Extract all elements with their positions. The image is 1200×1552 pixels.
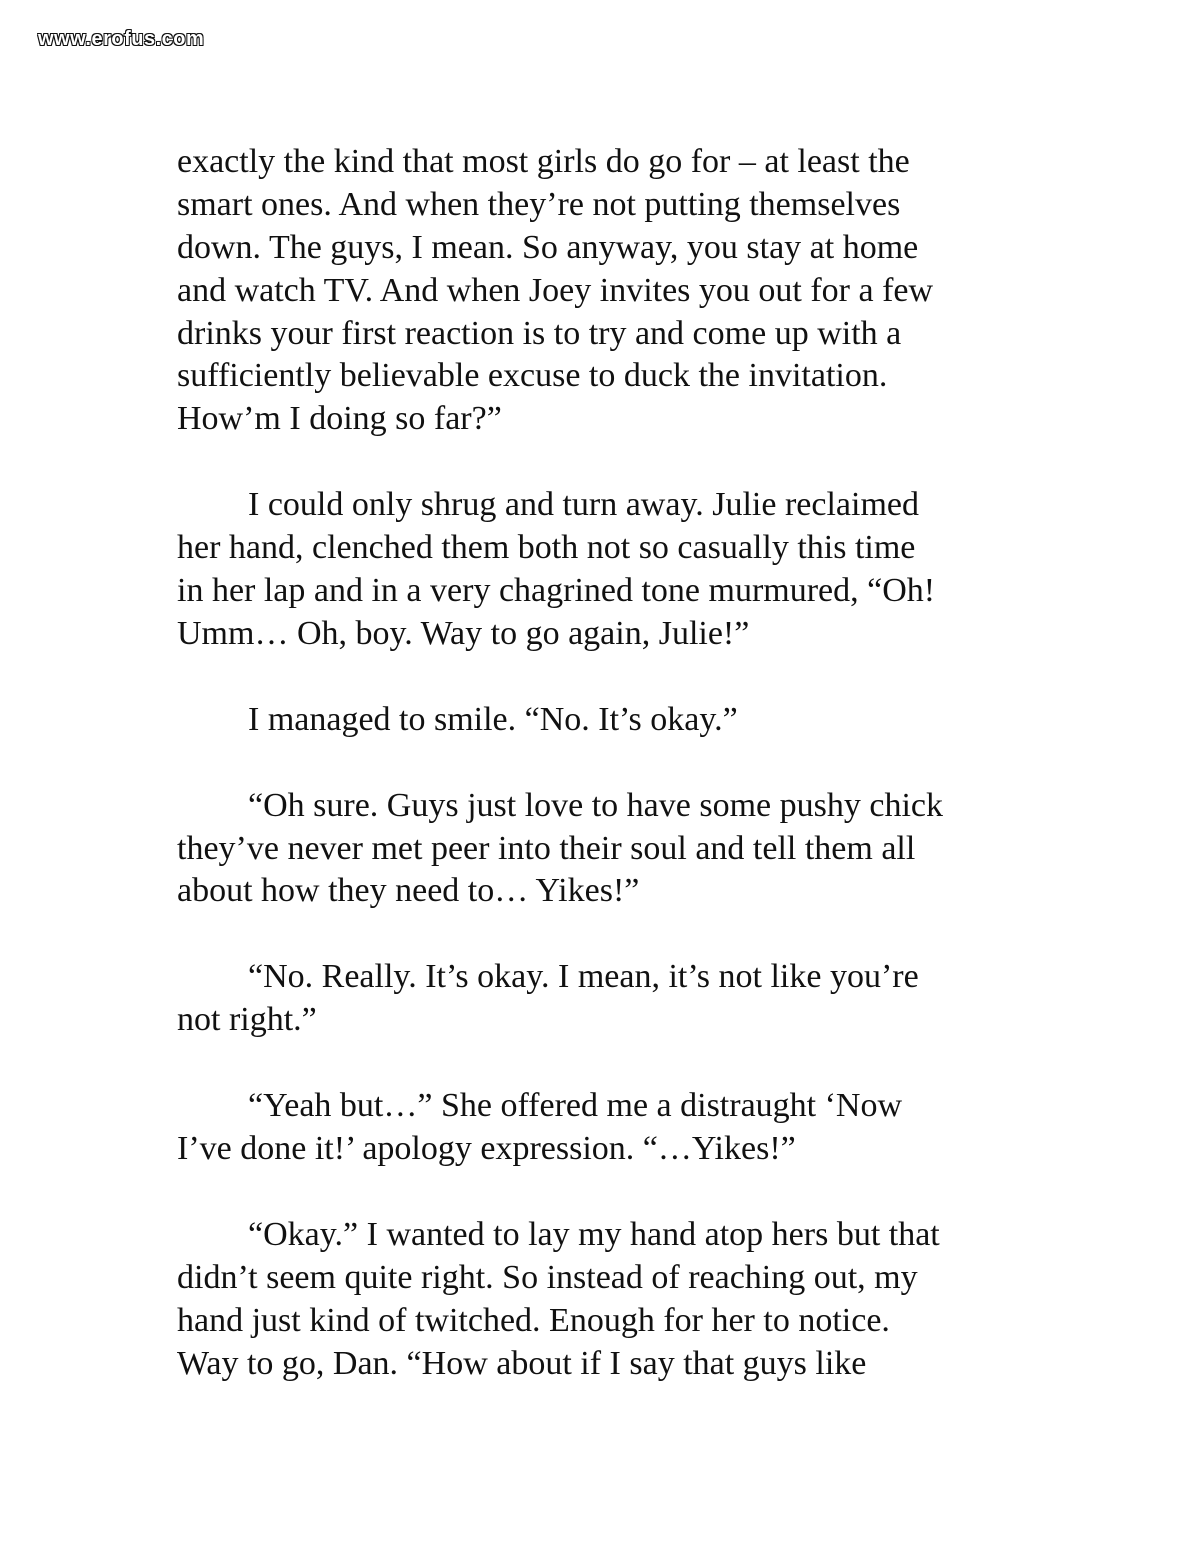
text-line: sufficiently believable excuse to duck the invitation. <box>177 357 888 395</box>
paragraph-2 <box>177 484 1057 656</box>
text-line: “Yeah but…” She offered me a distraught ‘Now <box>248 1087 903 1125</box>
paragraph-gap <box>177 441 1057 484</box>
text-line: “No. Really. It’s okay. I mean, it’s not like you’re <box>248 958 919 996</box>
watermark-text: www.erofus.com <box>38 28 205 50</box>
paragraph-gap <box>177 1042 1057 1085</box>
text-line: smart ones. And when they’re not putting themselves <box>177 185 901 223</box>
text-line: exactly the kind that most girls do go for – at least the <box>177 143 910 180</box>
text-line: in her lap and in a very chagrined tone murmured, “Oh! <box>177 572 936 610</box>
text-line: not right.” <box>177 1001 317 1039</box>
text-line: about how they need to… Yikes!” <box>177 872 640 910</box>
document-page <box>177 141 1057 1385</box>
text-line: Way to go, Dan. “How about if I say that guys like <box>177 1344 867 1382</box>
text-line: I’ve done it!’ apology expression. “…Yikes!” <box>177 1130 796 1168</box>
paragraph-1 <box>177 141 1057 441</box>
text-line: hand just kind of twitched. Enough for her to notice. <box>177 1301 890 1339</box>
text-line: and watch TV. And when Joey invites you out for a few <box>177 271 934 309</box>
paragraph-3 <box>177 699 1057 742</box>
text-line: I could only shrug and turn away. Julie reclaimed <box>248 486 919 524</box>
text-line: I managed to smile. “No. It’s okay.” <box>248 700 738 738</box>
text-line: didn’t seem quite right. So instead of reaching out, my <box>177 1258 918 1296</box>
text-line: “Okay.” I wanted to lay my hand atop hers but that <box>248 1215 940 1253</box>
paragraph-5 <box>177 956 1057 1042</box>
paragraph-gap <box>177 742 1057 785</box>
paragraph-6 <box>177 1085 1057 1171</box>
paragraph-gap <box>177 656 1057 699</box>
text-line: drinks your first reaction is to try and come up with a <box>177 314 902 352</box>
paragraph-gap <box>177 1171 1057 1214</box>
text-line: down. The guys, I mean. So anyway, you stay at home <box>177 228 919 266</box>
text-line: How’m I doing so far?” <box>177 400 502 438</box>
text-line: “Oh sure. Guys just love to have some pushy chick <box>248 786 943 824</box>
text-line: Umm… Oh, boy. Way to go again, Julie!” <box>177 614 750 652</box>
paragraph-gap <box>177 913 1057 956</box>
text-line: they’ve never met peer into their soul and tell them all <box>177 829 916 867</box>
text-line: her hand, clenched them both not so casually this time <box>177 529 916 567</box>
paragraph-4 <box>177 785 1057 914</box>
paragraph-7 <box>177 1214 1057 1386</box>
